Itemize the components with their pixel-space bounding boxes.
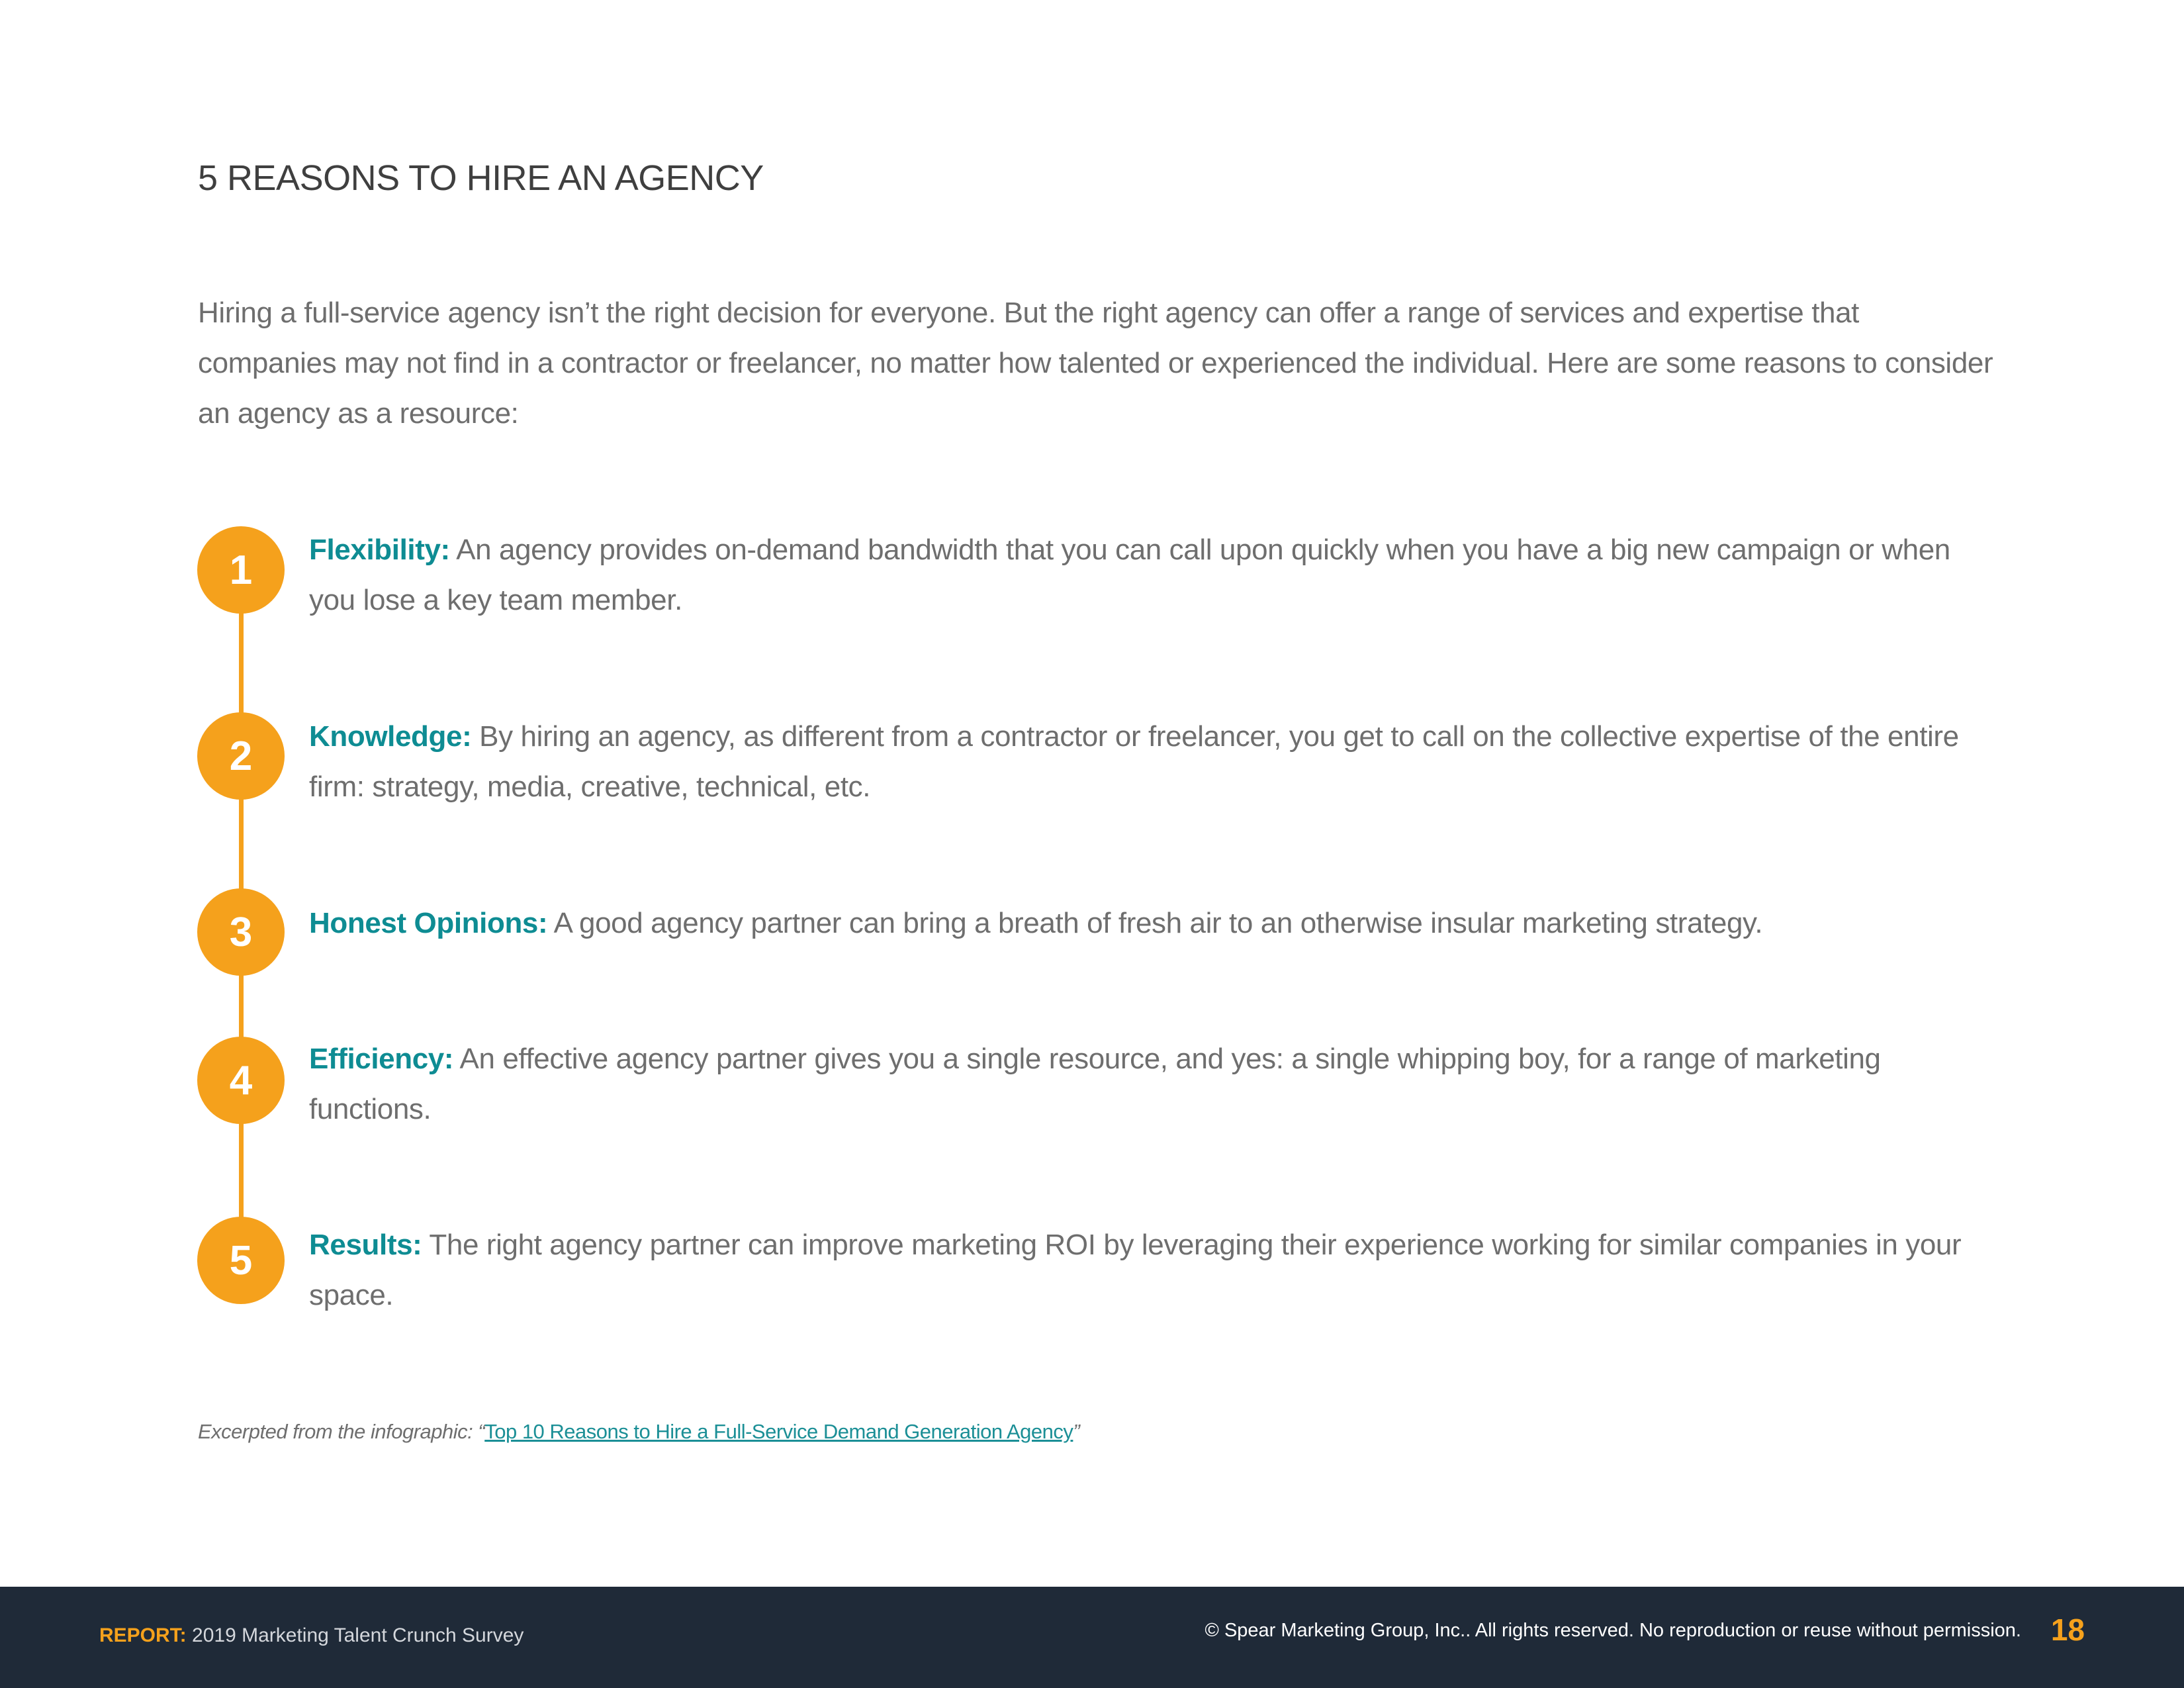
intro-paragraph: Hiring a full-service agency isn’t the right decision for everyone. But the right agency can offer a range of services and expertise that companies may not find in a contractor or freelancer, no matter how talented or experienced the individual. Here are some reasons to consider an agency as a resource: bbox=[198, 297, 1993, 430]
excerpt-suffix: ” bbox=[1073, 1420, 1080, 1443]
reason-text: An agency provides on-demand bandwidth that you can call upon quickly when you have a big new campaign or when you lose a key team member. bbox=[309, 534, 1950, 616]
reason-item bbox=[309, 1034, 1964, 1135]
footer-report-title bbox=[99, 1624, 523, 1647]
reason-text: By hiring an agency, as different from a contractor or freelancer, you get to call on the collective expertise of the entire firm: strategy, media, creative, technical, etc. bbox=[309, 720, 1959, 803]
reason-text: An effective agency partner gives you a single resource, and yes: a single whipping boy, for a range of marketing functions. bbox=[309, 1043, 1881, 1125]
reason-label: Flexibility: bbox=[309, 534, 450, 566]
reason-text: A good agency partner can bring a breath of fresh air to an otherwise insular marketing strategy. bbox=[547, 907, 1763, 939]
reason-label: Results: bbox=[309, 1229, 422, 1261]
footer-copyright: © Spear Marketing Group, Inc.. All rights reserved. No reproduction or reuse without permission. bbox=[1205, 1620, 2021, 1641]
page-title: 5 REASONS TO HIRE AN AGENCY bbox=[198, 158, 764, 198]
reason-label: Efficiency: bbox=[309, 1043, 454, 1075]
step-number-badge: 4 bbox=[197, 1037, 285, 1124]
footer-report-label: REPORT: bbox=[99, 1624, 187, 1646]
step-number-badge: 2 bbox=[197, 712, 285, 800]
footer-report-name: 2019 Marketing Talent Crunch Survey bbox=[186, 1624, 524, 1646]
page-footer bbox=[0, 1587, 2184, 1688]
reason-label: Honest Opinions: bbox=[309, 907, 548, 939]
reason-text: The right agency partner can improve marketing ROI by leveraging their experience working for similar companies in your space. bbox=[309, 1229, 1962, 1311]
excerpt-prefix: Excerpted from the infographic: “ bbox=[198, 1420, 485, 1443]
step-number-badge: 3 bbox=[197, 888, 285, 976]
step-number-badge: 1 bbox=[197, 526, 285, 614]
step-number-badge: 5 bbox=[197, 1217, 285, 1304]
reason-item bbox=[309, 525, 1964, 626]
reason-label: Knowledge: bbox=[309, 720, 472, 753]
page-number: 18 bbox=[2050, 1613, 2085, 1647]
reason-item bbox=[309, 1220, 1964, 1321]
excerpt-citation bbox=[198, 1420, 1079, 1444]
infographic-link[interactable]: Top 10 Reasons to Hire a Full-Service Demand Generation Agency bbox=[484, 1420, 1073, 1443]
reason-item bbox=[309, 712, 1964, 812]
reason-item bbox=[309, 898, 1964, 949]
